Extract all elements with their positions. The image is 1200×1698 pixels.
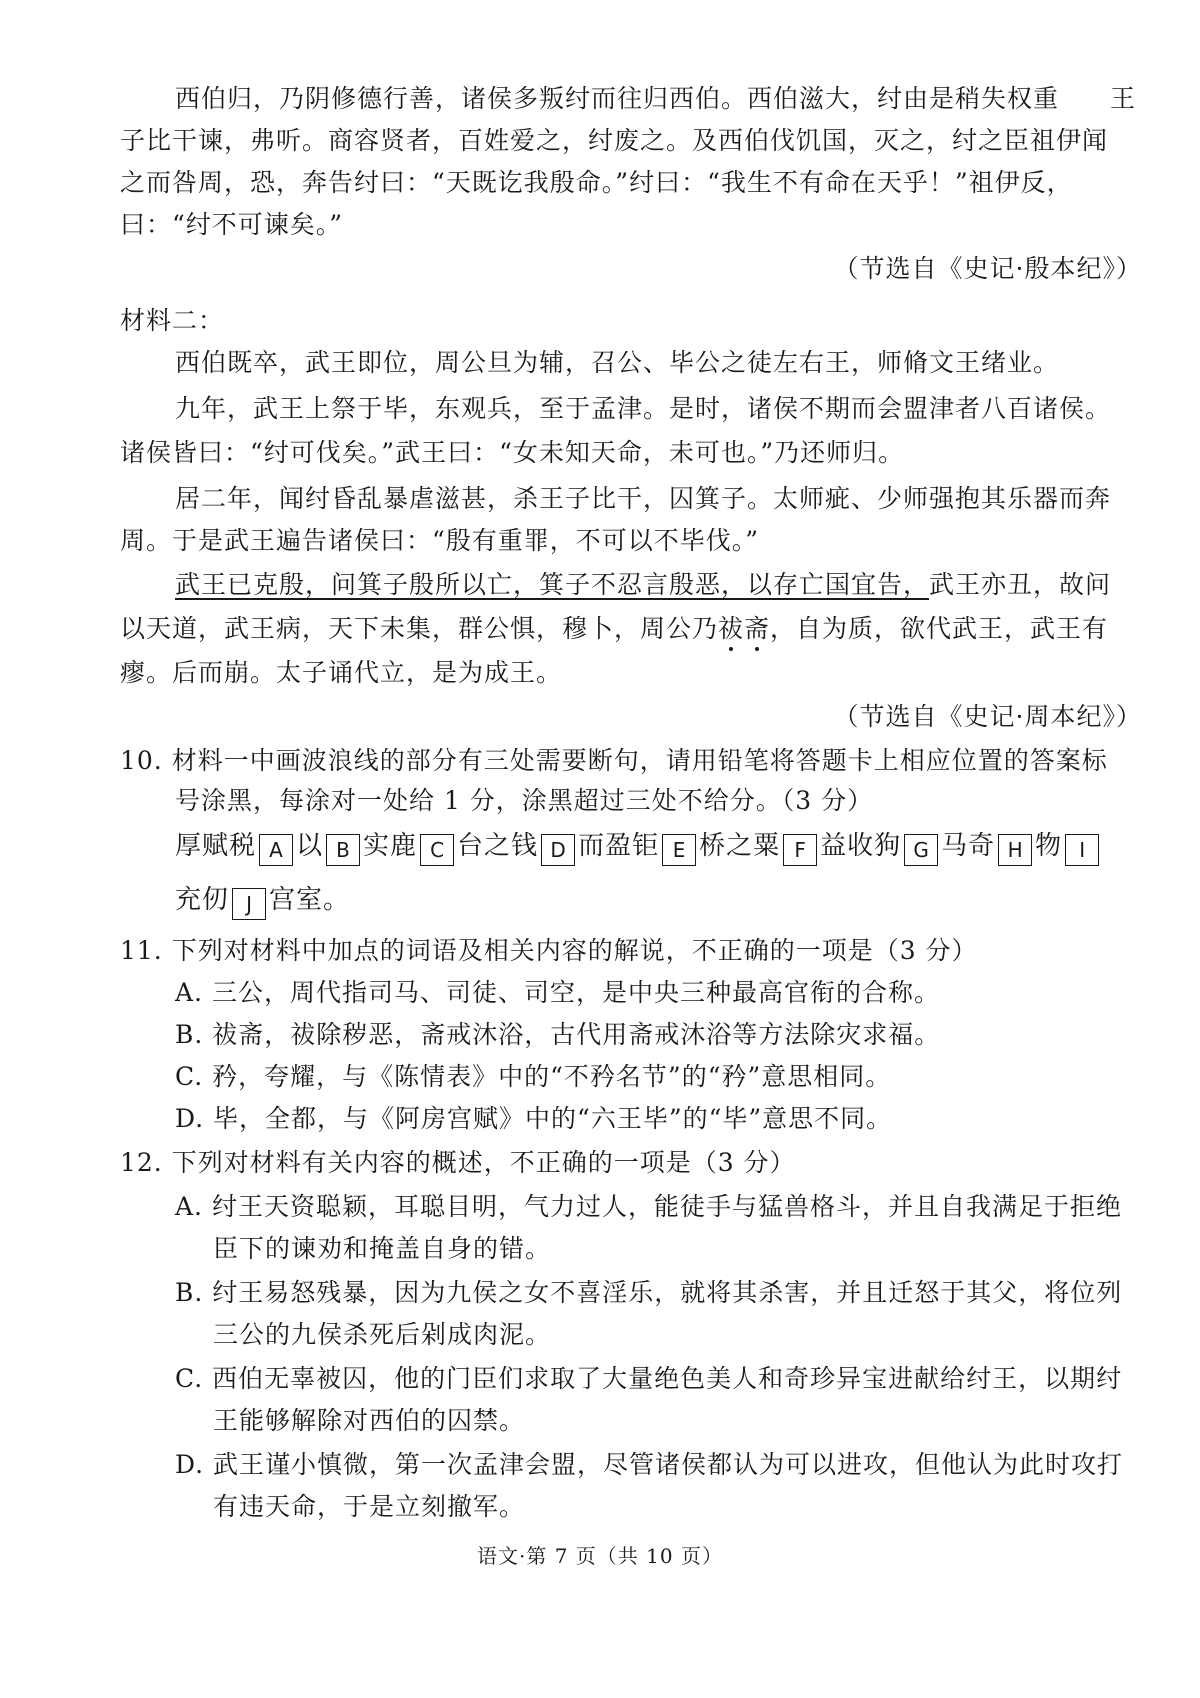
q12-option-b-line-2: 三公的九侯杀死后剁成肉泥。	[213, 1320, 552, 1349]
material2-line-1: 西伯既卒，武王即位，周公旦为辅，召公、毕公之徒左右王，师脩文王绪业。	[175, 348, 1060, 377]
dotted-word-zhai: 斋	[744, 614, 771, 643]
material1-line-3: 之而咎周，恐，奔告纣曰：“天既讫我殷命。”纣曰：“我生不有命在天乎！”祖伊反，	[120, 168, 1073, 197]
q10-segment: 台之钱	[457, 831, 539, 861]
q11-option-a: A. 三公，周代指司马、司徒、司空，是中央三种最高官衔的合称。	[175, 978, 940, 1007]
q10-segment: 而盈钜	[578, 831, 660, 861]
material1-line-4: 曰：“纣不可谏矣。”	[120, 210, 344, 239]
q12-stem: 12. 下列对材料有关内容的概述，不正确的一项是（3 分）	[120, 1148, 796, 1177]
dotted-word-fu: 祓	[718, 614, 745, 643]
q10-marker-b[interactable]: B	[326, 834, 360, 866]
q10-marker-d[interactable]: D	[541, 834, 575, 866]
q10-marker-e[interactable]: E	[662, 834, 696, 866]
material2-line-2: 九年，武王上祭于毕，东观兵，至于孟津。是时，诸侯不期而会盟津者八百诸侯。	[175, 394, 1112, 423]
q10-segment: 物	[1035, 831, 1063, 861]
underlined-sentence: 武王已克殷，问箕子殷所以亡，箕子不忍言殷恶，以存亡国宜告，	[175, 570, 930, 599]
q10-marker-c[interactable]: C	[420, 834, 454, 866]
material1-line-2: 子比干谏，弗听。商容贤者，百姓爱之，纣废之。及西伯伐饥国，灭之，纣之臣祖伊闻	[120, 126, 1109, 155]
material2-source: （节选自《史记·周本纪》）	[833, 702, 1142, 731]
q11-option-b: B. 祓斋，祓除秽恶，斋戒沐浴，古代用斋戒沐浴等方法除灾求福。	[175, 1020, 941, 1049]
q12-option-c-line-1: C. 西伯无辜被囚，他的门臣们求取了大量绝色美人和奇珍异宝进献给纣王，以期纣	[175, 1364, 1123, 1393]
q10-marker-g[interactable]: G	[904, 834, 938, 866]
q12-option-d-line-1: D. 武王谨小慎微，第一次孟津会盟，尽管诸侯都认为可以进攻，但他认为此时攻打	[175, 1450, 1124, 1479]
q10-marker-f[interactable]: F	[783, 834, 817, 866]
material2-line-5: 周。于是武王遍告诸侯曰：“殷有重罪，不可以不毕伐。”	[120, 526, 760, 555]
material2-line-4: 居二年，闻纣昏乱暴虐滋甚，杀王子比干，囚箕子。太师疵、少师强抱其乐器而奔	[175, 484, 1112, 513]
q11-option-d: D. 毕，全都，与《阿房宫赋》中的“六王毕”的“毕”意思不同。	[175, 1104, 893, 1133]
q10-marker-h[interactable]: H	[998, 834, 1032, 866]
q10-stem-1: 10. 材料一中画波浪线的部分有三处需要断句，请用铅笔将答题卡上相应位置的答案标	[120, 746, 1108, 775]
q10-segment: 桥之粟	[699, 831, 781, 861]
q10-sentence-line-1	[175, 826, 1160, 878]
material2-line-6-rest: 武王亦丑，故问	[929, 570, 1112, 599]
q11-stem: 11. 下列对材料中加点的词语及相关内容的解说，不正确的一项是（3 分）	[120, 936, 978, 965]
q12-option-b-line-1: B. 纣王易怒残暴，因为九侯之女不喜淫乐，就将其杀害，并且迁怒于其父，将位列	[175, 1278, 1123, 1307]
q10-segment: 益收狗	[820, 831, 902, 861]
q10-marker-i[interactable]: I	[1065, 834, 1099, 866]
material1-line-1-tail: 王	[1110, 84, 1137, 113]
q10-segment: 宫室。	[269, 885, 351, 915]
q12-option-d-line-2: 有违天命，于是立刻撤军。	[213, 1492, 526, 1521]
q10-segment: 厚赋税	[175, 831, 257, 861]
q10-marker-a[interactable]: A	[259, 834, 293, 866]
page-footer: 语文·第 7 页（共 10 页）	[477, 1544, 723, 1568]
material2-line-8: 瘳。后而崩。太子诵代立，是为成王。	[120, 658, 563, 687]
q12-option-a-line-2: 臣下的谏劝和掩盖自身的错。	[213, 1234, 552, 1263]
material1-line-1: 西伯归，乃阴修德行善，诸侯多叛纣而往归西伯。西伯滋大，纣由是稍失权重	[175, 84, 1060, 113]
q11-option-c: C. 矜，夸耀，与《陈情表》中的“不矜名节”的“矜”意思相同。	[175, 1062, 892, 1091]
material2-line-6	[175, 570, 1111, 600]
q10-stem-2: 号涂黑，每涂对一处给 1 分，涂黑超过三处不给分。（3 分）	[175, 786, 874, 815]
q10-sentence-line-2	[175, 880, 1160, 932]
material2-line-7-head: 以天道，武王病，天下未集，群公惧，穆卜，周公乃	[120, 614, 719, 643]
q10-segment: 以	[296, 831, 324, 861]
q10-segment: 实鹿	[363, 831, 418, 861]
material1-source: （节选自《史记·殷本纪》）	[833, 254, 1142, 283]
q12-option-c-line-2: 王能够解除对西伯的囚禁。	[213, 1406, 526, 1435]
q10-marker-j[interactable]: J	[232, 888, 266, 920]
material2-line-3: 诸侯皆曰：“纣可伐矣。”武王曰：“女未知天命，未可也。”乃还师归。	[120, 438, 905, 467]
material2-heading: 材料二：	[120, 306, 225, 335]
q10-segment: 马奇	[941, 831, 996, 861]
q10-segment: 充仞	[175, 885, 230, 915]
material2-line-7-tail: ，自为质，欲代武王，武王有	[770, 614, 1109, 643]
material2-line-7	[120, 614, 1108, 644]
q12-option-a-line-1: A. 纣王天资聪颖，耳聪目明，气力过人，能徒手与猛兽格斗，并且自我满足于拒绝	[175, 1192, 1122, 1221]
